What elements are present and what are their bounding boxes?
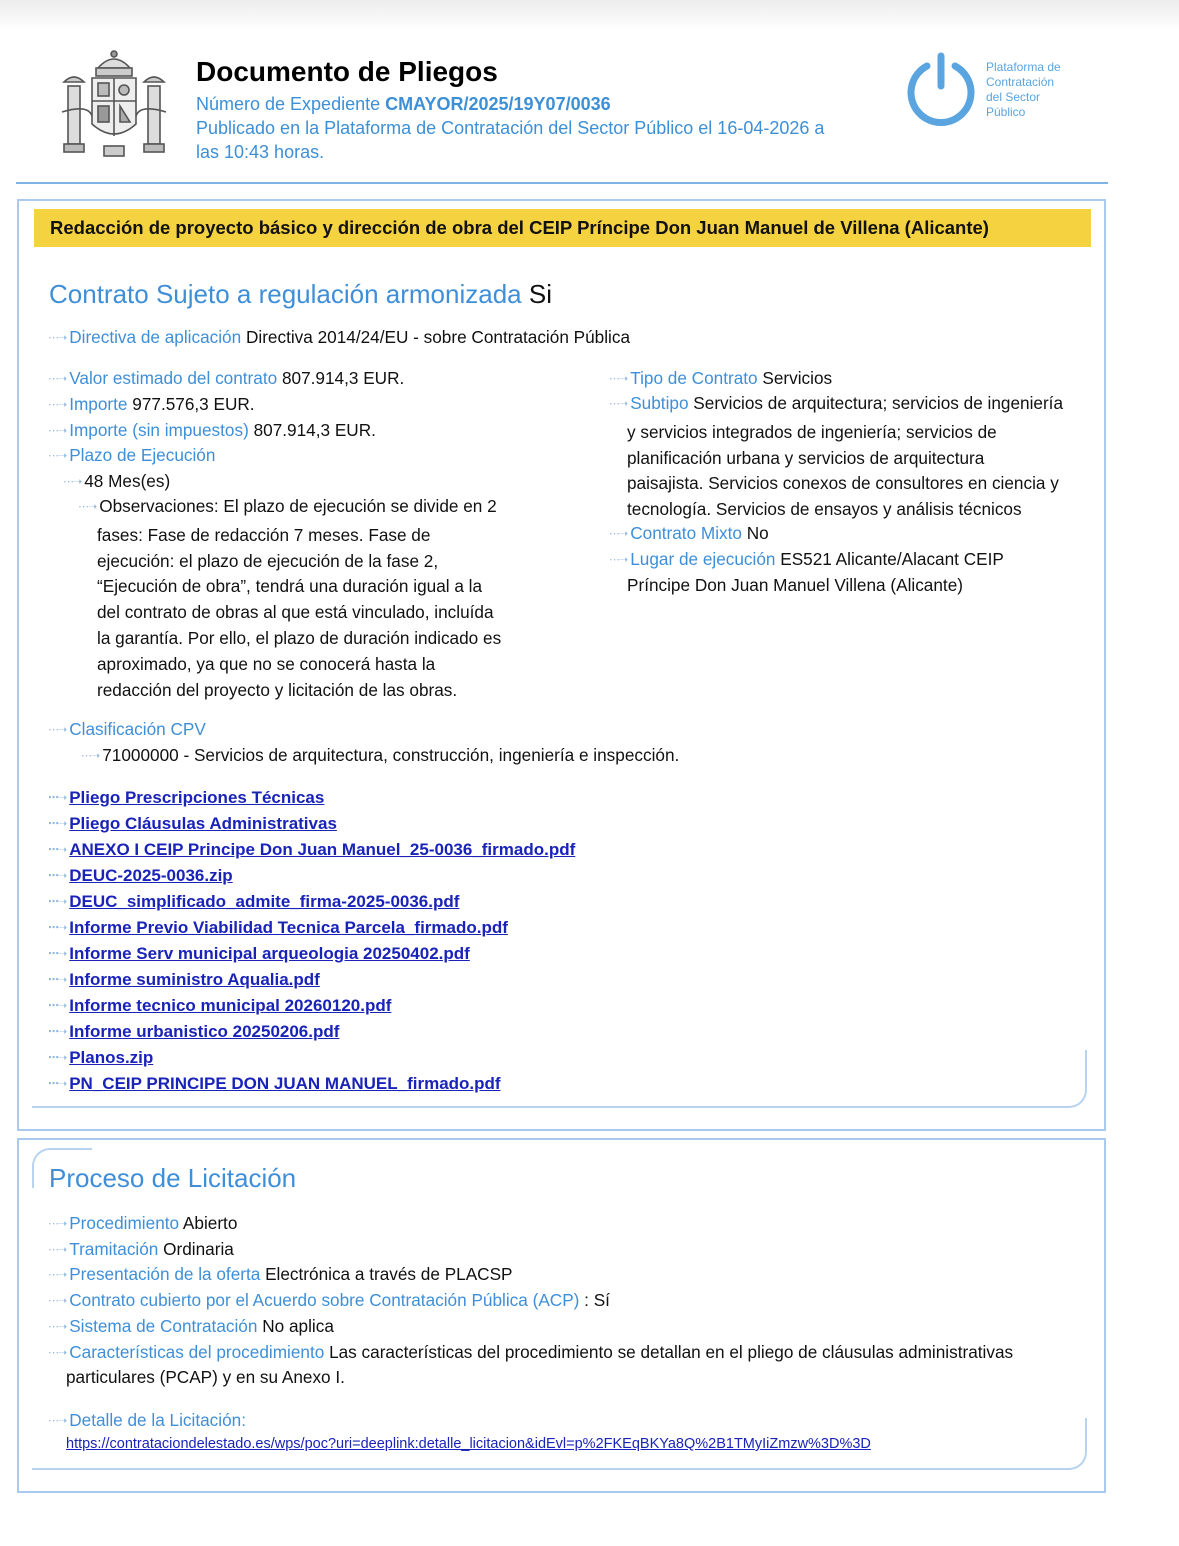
document-link[interactable]: DEUC_simplificado_admite_firma-2025-0036.pdf xyxy=(69,892,460,911)
observaciones-line: “Ejecución de obra”, tendrá una duración igual a la xyxy=(97,576,483,597)
procedimiento-label: Procedimiento xyxy=(69,1213,180,1233)
subtipo-line: tecnología. Servicios de ensayos y análisis técnicos xyxy=(627,499,1022,520)
presentacion-value: Electrónica a través de PLACSP xyxy=(265,1264,513,1284)
importe-label: Importe xyxy=(69,394,128,414)
arrow-icon: ⋯➝ xyxy=(81,750,100,762)
valor-label: Valor estimado del contrato xyxy=(69,368,278,388)
procedimiento-value: Abierto xyxy=(182,1213,238,1233)
arrow-icon: ⋯➝ xyxy=(609,554,628,566)
observaciones-line: la garantía. Por ello, el plazo de duración indicado es xyxy=(97,627,502,648)
importe-row xyxy=(48,391,255,420)
subtipo-label: Subtipo xyxy=(630,393,689,413)
mixto-value: No xyxy=(746,523,769,543)
directiva-value: Directiva 2014/24/EU - sobre Contratación Pública xyxy=(245,327,631,347)
logo-text xyxy=(986,60,1096,120)
document-link-item xyxy=(48,889,459,917)
arrow-icon: ⋯➝ xyxy=(48,450,67,462)
observaciones-block xyxy=(78,494,548,703)
plazo-value: 48 Mes(es) xyxy=(84,471,171,491)
tramitacion-label: Tramitación xyxy=(69,1239,159,1259)
document-link-item xyxy=(48,993,391,1021)
directiva-label: Directiva de aplicación xyxy=(69,327,242,347)
arrow-icon: ⋯➝ xyxy=(78,501,97,513)
section-title-value: Si xyxy=(528,279,552,309)
arrow-icon: ⋯➝ xyxy=(48,1052,67,1064)
tipo-label: Tipo de Contrato xyxy=(630,368,758,388)
observaciones-line: fases: Fase de redacción 7 meses. Fase de xyxy=(97,524,431,545)
document-link[interactable]: DEUC-2025-0036.zip xyxy=(69,866,233,885)
arrow-icon: ⋯➝ xyxy=(48,818,67,830)
importe-sin-label: Importe (sin impuestos) xyxy=(69,420,249,440)
observaciones-line: redacción del proyecto y licitación de las obras. xyxy=(97,679,458,700)
tipo-value: Servicios xyxy=(762,368,833,388)
caracteristicas-label: Características del procedimiento xyxy=(69,1342,325,1362)
arrow-icon: ⋯➝ xyxy=(48,922,67,934)
plazo-label: Plazo de Ejecución xyxy=(69,445,216,465)
tramitacion-value: Ordinaria xyxy=(163,1239,234,1259)
lugar-value: ES521 Alicante/Alacant CEIP xyxy=(780,549,1004,569)
section-title-label: Contrato Sujeto a regulación armonizada xyxy=(49,279,522,309)
sistema-label: Sistema de Contratación xyxy=(69,1316,258,1336)
published-line-2: las 10:43 horas. xyxy=(196,142,325,162)
observaciones-line: ⋯➝ Observaciones: El plazo de ejecución se divide en 2 xyxy=(78,496,497,516)
acp-label: Contrato cubierto por el Acuerdo sobre Contratación Pública (ACP) xyxy=(69,1290,580,1310)
document-link-item xyxy=(48,1045,153,1073)
arrow-icon: ⋯➝ xyxy=(48,724,67,736)
mixto-label: Contrato Mixto xyxy=(630,523,742,543)
mixto-row xyxy=(609,520,769,549)
arrow-icon: ⋯➝ xyxy=(48,373,67,385)
document-link-item xyxy=(48,1071,501,1099)
presentacion-row xyxy=(48,1261,513,1290)
observaciones-line: ejecución: el plazo de ejecución de la fase 2, xyxy=(97,550,439,571)
detalle-row xyxy=(48,1407,246,1436)
arrow-icon: ⋯➝ xyxy=(48,844,67,856)
arrow-icon: ⋯➝ xyxy=(48,1078,67,1090)
observaciones-line: del contrato de obras al que está vinculado, incluída xyxy=(97,602,494,623)
document-link[interactable]: Informe tecnico municipal 20260120.pdf xyxy=(69,996,392,1015)
logo-text-line: Contratación xyxy=(986,75,1055,89)
document-link-item xyxy=(48,967,320,995)
arrow-icon: ⋯➝ xyxy=(48,792,67,804)
arrow-icon: ⋯➝ xyxy=(609,398,628,410)
document-link[interactable]: Pliego Cláusulas Administrativas xyxy=(69,814,337,833)
document-link[interactable]: Pliego Prescripciones Técnicas xyxy=(69,788,325,807)
plazo-value-row xyxy=(63,468,170,497)
arrow-icon: ⋯➝ xyxy=(48,1415,67,1427)
contract-section-title xyxy=(49,279,552,310)
arrow-icon: ⋯➝ xyxy=(609,373,628,385)
arrow-icon: ⋯➝ xyxy=(48,399,67,411)
valor-value: 807.914,3 EUR. xyxy=(281,368,405,388)
document-link-item xyxy=(48,1019,339,1047)
arrow-icon: ⋯➝ xyxy=(48,1347,67,1359)
cpv-row xyxy=(48,716,206,745)
importe-value: 977.576,3 EUR. xyxy=(132,394,255,414)
arrow-icon: ⋯➝ xyxy=(48,974,67,986)
plazo-row xyxy=(48,442,215,471)
document-link[interactable]: PN_CEIP PRINCIPE DON JUAN MANUEL_firmado.pdf xyxy=(69,1074,501,1093)
published-line-1: Publicado en la Plataforma de Contratación del Sector Público el 16-04-2026 a xyxy=(196,118,825,138)
importe-sin-value: 807.914,3 EUR. xyxy=(253,420,376,440)
subtipo-line: paisajista. Servicios conexos de consultores en ciencia y xyxy=(627,473,1059,494)
arrow-icon: ⋯➝ xyxy=(48,1269,67,1281)
arrow-icon: ⋯➝ xyxy=(48,332,67,344)
valor-row xyxy=(48,365,404,394)
presentacion-label: Presentación de la oferta xyxy=(69,1264,261,1284)
subtipo-line: y servicios integrados de ingeniería; servicios de xyxy=(627,421,997,442)
subtipo-line: planificación urbana y servicios de arquitectura xyxy=(627,447,985,468)
header-divider xyxy=(16,182,1108,184)
observaciones-line: aproximado, ya que no se conocerá hasta la xyxy=(97,653,436,674)
arrow-icon: ⋯➝ xyxy=(48,1026,67,1038)
lugar-label: Lugar de ejecución xyxy=(630,549,776,569)
arrow-icon: ⋯➝ xyxy=(48,1000,67,1012)
logo-text-line: del Sector xyxy=(986,90,1041,104)
arrow-icon: ⋯➝ xyxy=(609,528,628,540)
subtipo-block xyxy=(609,391,1099,523)
tipo-row xyxy=(609,365,832,394)
directiva-row xyxy=(48,324,630,353)
caracteristicas-line-2: particulares (PCAP) y en su Anexo I. xyxy=(66,1367,345,1387)
arrow-icon: ⋯➝ xyxy=(48,425,67,437)
arrow-icon: ⋯➝ xyxy=(48,896,67,908)
expediente-line xyxy=(196,92,611,116)
cpv-value-row xyxy=(81,742,679,771)
arrow-icon: ⋯➝ xyxy=(63,476,82,488)
document-link-item xyxy=(48,915,508,943)
page-title: Documento de Pliegos xyxy=(196,56,498,87)
arrow-icon: ⋯➝ xyxy=(48,1218,67,1230)
subtipo-line: ⋯➝ Subtipo Servicios de arquitectura; servicios de ingeniería xyxy=(609,393,1064,413)
logo-text-line: Plataforma de xyxy=(986,60,1061,74)
power-logo-icon xyxy=(905,50,977,130)
arrow-icon: ⋯➝ xyxy=(48,1321,67,1333)
document-link[interactable]: Informe suministro Aqualia.pdf xyxy=(69,970,320,989)
lugar-row xyxy=(609,546,1004,575)
expediente-label: Número de Expediente xyxy=(196,94,381,114)
logo-text-line: Público xyxy=(986,105,1026,119)
contract-title-banner: Redacción de proyecto básico y dirección de obra del CEIP Príncipe Don Juan Manuel de Villena (Alicante) xyxy=(34,209,1091,247)
document-link-item xyxy=(48,837,575,865)
coat-of-arms-icon xyxy=(58,46,170,164)
document-link-item xyxy=(48,811,337,839)
document-link[interactable]: Informe urbanistico 20250206.pdf xyxy=(69,1022,340,1041)
detalle-label: Detalle de la Licitación: xyxy=(69,1410,246,1430)
lugar-line-2: Príncipe Don Juan Manuel Villena (Alicante) xyxy=(627,575,963,595)
document-link-item xyxy=(48,863,233,891)
document-link-item xyxy=(48,785,324,813)
sistema-row xyxy=(48,1313,334,1342)
caracteristicas-value: Las características del procedimiento se detallan en el pliego de cláusulas administrativas xyxy=(329,1342,1014,1362)
cpv-value: 71000000 - Servicios de arquitectura, construcción, ingeniería e inspección. xyxy=(102,745,680,765)
acp-value: : Sí xyxy=(584,1290,610,1310)
procedimiento-row xyxy=(48,1210,237,1239)
arrow-icon: ⋯➝ xyxy=(48,1244,67,1256)
detalle-url-link[interactable]: https://contrataciondelestado.es/wps/poc?uri=deeplink:detalle_licitacion&idEvl=p%2FKEqBKYa8Q%2B1TMyIiZmzw%3D%3D xyxy=(66,1436,871,1452)
document-link[interactable]: Informe Serv municipal arqueologia 20250402.pdf xyxy=(69,944,470,963)
document-link[interactable]: Informe Previo Viabilidad Tecnica Parcela_firmado.pdf xyxy=(69,918,508,937)
expediente-value: CMAYOR/2025/19Y07/0036 xyxy=(385,94,611,114)
arrow-icon: ⋯➝ xyxy=(48,948,67,960)
document-link[interactable]: ANEXO I CEIP Principe Don Juan Manuel_25-0036_firmado.pdf xyxy=(69,840,576,859)
proceso-section-title: Proceso de Licitación xyxy=(49,1163,297,1193)
document-link[interactable]: Planos.zip xyxy=(69,1048,154,1067)
sistema-value: No aplica xyxy=(262,1316,334,1336)
arrow-icon: ⋯➝ xyxy=(48,870,67,882)
top-shadow xyxy=(0,0,1179,30)
acp-row xyxy=(48,1287,610,1316)
document-link-item xyxy=(48,941,470,969)
cpv-label: Clasificación CPV xyxy=(69,719,206,739)
arrow-icon: ⋯➝ xyxy=(48,1295,67,1307)
